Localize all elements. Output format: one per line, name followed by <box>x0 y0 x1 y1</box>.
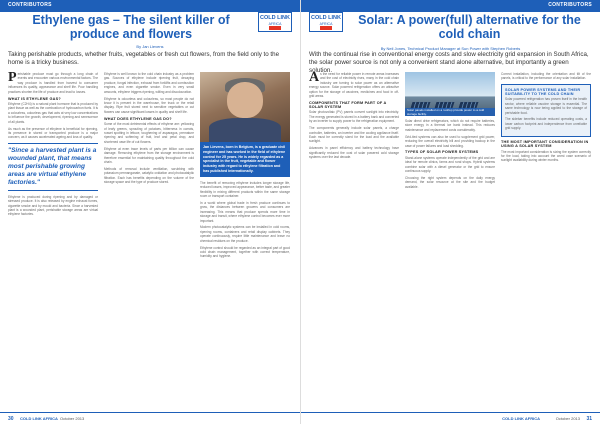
paragraph: As much as the presence of ethylene is beneficial for ripening, its presence in stored or transported produce is a major concern, as it causes accelerated ageing and loss of quality. <box>8 126 98 140</box>
paragraph: Correct installation, including the orientation and tilt of the panels, is critical to the performance of any solar installation. <box>501 72 591 81</box>
column-2 <box>104 72 194 410</box>
paragraph: Some of the most detrimental effects of ethylene are: yellowing of leafy greens, sprouting of potatoes, bitterness in carrots, russet spotting in lettuce, toughening of asparagus, premature ripening and softening of fruit, leaf and petal drop, and shortened vase life of cut flowers. <box>104 122 194 144</box>
paragraph-text: s the need for reliable power in remote areas increases and the cost of electricity rises, many in the cold chain industry are turning to solar power as an alternative energy source. Solar powered refrigeration offers an attractive option for the storage of vaccines, medicines and food in off-grid areas. <box>309 72 399 99</box>
page-number: 31 <box>586 416 592 422</box>
author-bio-text: Jan Lievens, born in Belgium, is a graduate civil engineer and has worked in the field of ethylene control for 25 years. He is widely regarded as a specialist in the fruit, vegetable and flower industry with regard to ethylene filtration and has published internationally. <box>203 145 286 173</box>
paragraph: Ethylene is produced during ripening and by damaged or stressed produce. It is also released by engine exhaust fumes, cigarette smoke and by mould and bacteria. Since a harvested plant is a wounded plant, perishable storage areas are virtual ethylene factories. <box>8 194 98 217</box>
solar-panel-photo <box>405 72 495 116</box>
publication-name: COLD LINK AFRICA <box>502 416 540 421</box>
author-photo <box>200 72 290 142</box>
page-footer <box>301 412 600 424</box>
paragraph: In a world where global trade in fresh produce continues to grow, the distances between growers and consumers are increasing. This means that produce spends more time in storage and transit, where ethylene control becomes ever more important. <box>200 200 290 223</box>
paragraph: Choosing the right system depends on the daily energy demand, the solar resource at the site and the budget available. <box>405 176 495 189</box>
logo-name: COLD LINK <box>260 15 290 21</box>
article-intro: Taking perishable products, whether fruits, vegetables or fresh cut flowers, from the field only to the home is a tricky business. <box>8 51 280 66</box>
paragraph: Grid-tied systems can also be used to supplement grid power, reducing the overall electricity bill and providing backup in the case of power failures and load shedding. <box>405 134 495 148</box>
subheading: THE MOST IMPORTANT CONSIDERATION IN USING A SOLAR SYSTEM <box>501 140 589 149</box>
subheading: COMPONENTS THAT FORM PART OF A SOLAR SYSTEM <box>309 100 387 109</box>
pull-quote-text: "Since a harvested plant is a wounded plant, that means most perishable growing areas are virtual ethylene factories." <box>8 146 97 186</box>
paragraph: Ethylene control should be regarded as an integral part of good cold chain management, together with correct temperature, humidity and hygiene. <box>200 245 290 259</box>
paragraph <box>309 72 399 98</box>
right-page <box>300 0 600 424</box>
article-byline: By Neil Jones, Technical Product Manager at Sun Power with Stephen Roberts <box>380 46 521 51</box>
column-3 <box>501 72 591 410</box>
cold-link-logo <box>309 12 343 32</box>
photo-face <box>227 82 263 118</box>
article-columns <box>8 72 292 410</box>
article-headline: Solar: A power(full) alternative for the cold chain <box>358 13 581 41</box>
photo-caption: Solar panels installed on a rooftop provide power to a cold storage facility. <box>405 108 495 116</box>
drop-cap: A <box>309 72 320 85</box>
article-headline: Ethylene gas – The silent killer of produce and flowers <box>32 13 230 41</box>
column-3 <box>200 72 290 410</box>
page-footer <box>0 412 300 424</box>
paragraph: Ethylene is odourless and colourless, so most people do not know it is present in the warehouse, the truck or the retail display. Ripe fruit stored next to sensitive vegetables or cut flowers can cause significant losses in quality and shelf life. <box>104 96 194 114</box>
article-byline: By Jan Lievens <box>136 44 164 49</box>
page-number: 30 <box>8 416 14 422</box>
author-bio <box>200 142 290 177</box>
article-intro: With the continual rise in conventional energy costs and slow electricity grid expansion in South Africa, the solar power source is not only a convenient stand alone alternative, but importantly a green solution. <box>309 51 589 74</box>
paragraph: The benefit of removing ethylene includes longer storage life, reduced losses, improved appearance, better taste, and greater flexibility in mixing different products within the same storage room or transport container. <box>200 180 290 198</box>
paragraph: Ethylene is well known to the cold chain industry as a problem gas. Sources of ethylene include ripening fruit, decaying produce, fungal infection, exhaust from forklifts and combustion engines, and even cigarette smoke. Even in very small amounts, ethylene triggers ripening, wilting and discolouration. <box>104 72 194 94</box>
paragraph: Solar photovoltaic (PV) panels convert sunlight into electricity. The energy generated is stored in a battery bank and converted by an inverter to supply power to the refrigeration equipment. <box>309 110 399 124</box>
publication-name: COLD LINK AFRICA <box>20 416 58 421</box>
logo-badge <box>320 26 332 30</box>
paragraph-text: erishable produce must go through a long chain of events and encounter various environmental factors. The way produce is handled from harvest to consumer influences its quality, appearance and shelf life. Poor handling practices shorten the life of produce and lead to losses. <box>8 72 98 94</box>
article-columns <box>309 72 592 410</box>
paragraph: Modern photocatalytic systems can be installed in cold rooms, ripening rooms, containers and retail display cabinets. They operate continuously, require little maintenance and leave no chemical residues on the produce. <box>200 225 290 243</box>
column-1 <box>309 72 399 410</box>
issue-date: October 2013 <box>60 416 85 421</box>
column-1 <box>8 72 98 410</box>
paragraph: Ethylene at even trace levels of parts per billion can cause damage. Removing ethylene from the storage environment is therefore essential for maintaining quality throughout the cold chain. <box>104 146 194 164</box>
paragraph: Advances in panel efficiency and battery technology have significantly reduced the cost of solar powered cold storage systems over the last decade. <box>309 146 399 160</box>
paragraph: Stand-alone systems operate independently of the grid and are ideal for remote clinics, farms and rural shops. Hybrid systems combine solar with a diesel generator or the grid to ensure continuous supply. <box>405 155 495 174</box>
column-2 <box>405 72 495 410</box>
paragraph: The most important consideration is sizing the system correctly for the load, taking into account the worst case scenario of sunlight availability during winter months. <box>501 149 591 163</box>
paragraph: Methods of removal include ventilation, scrubbing with potassium permanganate, catalytic oxidation and photocatalytic filtration. Each has benefits depending on the volume of the storage space and the type of produce stored. <box>104 166 194 185</box>
subheading: WHAT DOES ETHYLENE GAS DO? <box>104 116 172 121</box>
logo-badge <box>269 26 281 30</box>
subheading: WHAT IS ETHYLENE GAS? <box>8 96 61 101</box>
paragraph: Ethylene (C2H4) is a natural plant hormone that is produced by plant tissue as well as the combustion of hydrocarbon fuels. It is a colourless, odourless gas that acts at very low concentrations to influence the growth, development, ripening and senescence of all plants. <box>8 102 98 124</box>
logo-sub: AFRICA <box>268 22 282 26</box>
section-bar <box>0 0 300 12</box>
paragraph <box>8 72 98 94</box>
drop-cap: P <box>8 72 17 85</box>
section-bar <box>301 0 600 12</box>
subheading: SOLAR POWER SYSTEMS AND THEIR SUITABILITY TO THE COLD CHAIN <box>505 87 581 96</box>
subheading: TYPES OF SOLAR POWER SYSTEMS <box>405 150 479 155</box>
issue-date: October 2013 <box>555 416 580 421</box>
pull-quote <box>8 143 98 191</box>
cold-link-logo <box>258 12 292 32</box>
section-label: CONTRIBUTORS <box>8 2 52 8</box>
paragraph: The components generally include solar panels, a charge controller, batteries, an inverter and the cooling appliance itself. Each must be correctly sized for the load and the available sunlight. <box>309 126 399 144</box>
logo-sub: AFRICA <box>319 22 333 26</box>
section-label: CONTRIBUTORS <box>548 2 592 8</box>
photo-shirt <box>209 118 281 142</box>
info-box <box>501 84 591 137</box>
logo-name: COLD LINK <box>311 15 341 21</box>
paragraph: Solar direct drive refrigerators, which do not require batteries, store energy in a thermal ice bank instead. This reduces maintenance and replacement costs considerably. <box>405 119 495 132</box>
paragraph: The sidebar benefits include reduced operating costs, a lower carbon footprint and independence from unreliable grid supply. <box>505 117 587 131</box>
paragraph: Solar powered refrigeration has proven itself in the health sector, where reliable vaccine storage is essential. The same technology is now being applied to the storage of perishable food. <box>505 97 587 115</box>
